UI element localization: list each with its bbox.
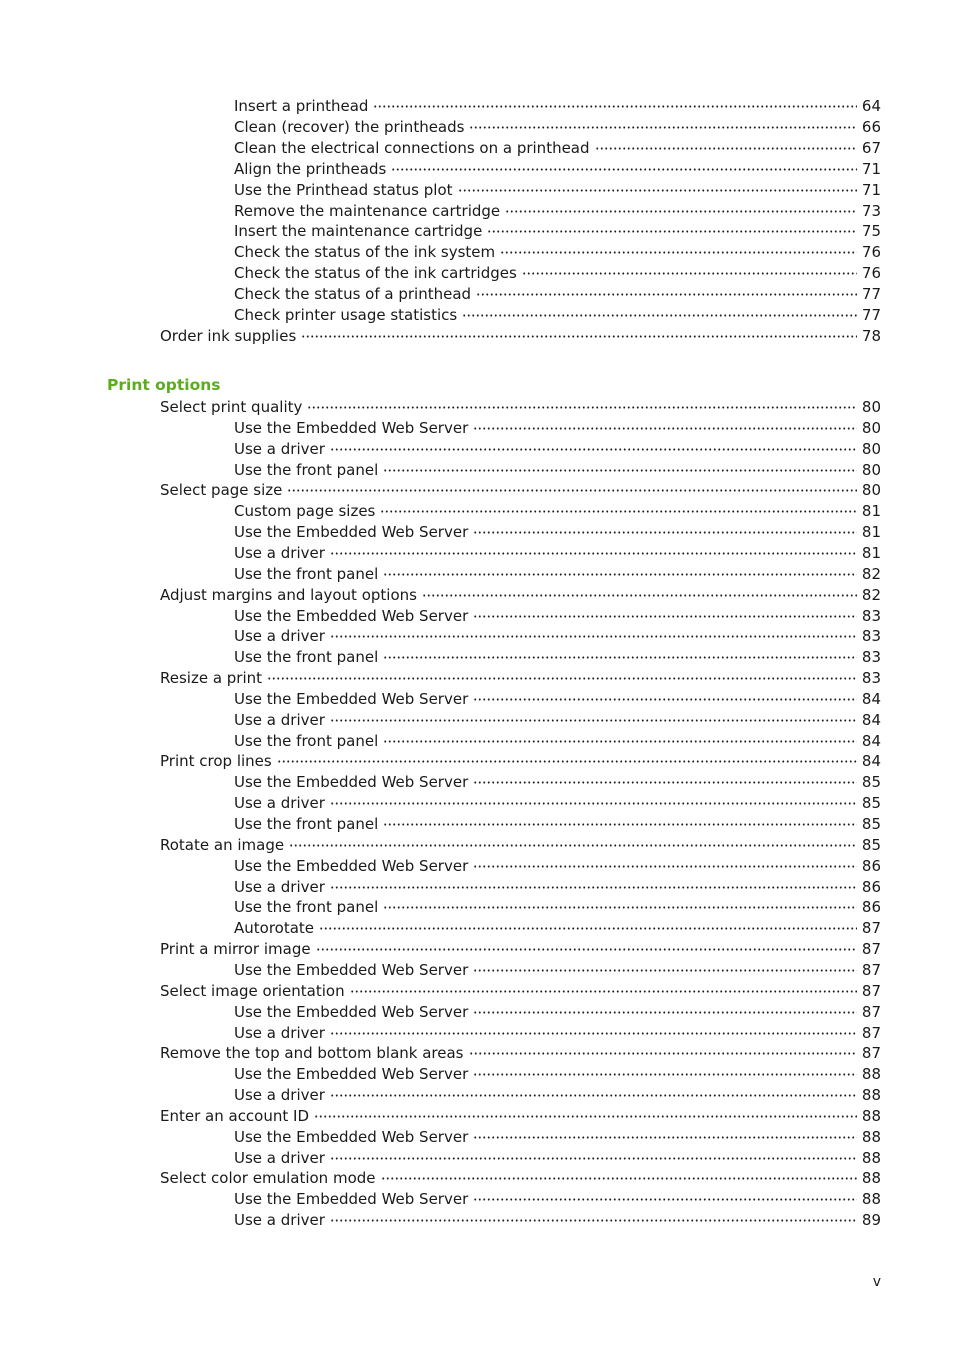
toc-entry-title: Use the Embedded Web Server	[234, 523, 469, 542]
toc-entry[interactable]	[234, 710, 881, 731]
section-heading-print-options: Print options	[107, 376, 221, 394]
toc-entry-page: 85	[861, 835, 881, 854]
toc-entry[interactable]	[234, 96, 881, 117]
dot-leader	[473, 1073, 857, 1076]
toc-entry[interactable]	[234, 814, 881, 835]
dot-leader	[505, 210, 857, 213]
toc-entry-title: Autorotate	[234, 919, 315, 938]
toc-entry-title: Use a driver	[234, 1086, 325, 1105]
dot-leader	[330, 1157, 857, 1160]
toc-entry-title: Clean (recover) the printheads	[234, 117, 465, 136]
toc-entry-page: 77	[861, 285, 881, 304]
toc-entry-page: 84	[861, 752, 881, 771]
toc-entry-title: Adjust margins and layout options	[160, 585, 417, 604]
toc-entry-title: Use the front panel	[234, 731, 379, 750]
toc-entry[interactable]	[234, 689, 881, 710]
dot-leader	[473, 698, 857, 701]
toc-entry-title: Print a mirror image	[160, 940, 311, 959]
toc-entry-title: Use a driver	[234, 627, 325, 646]
toc-entry[interactable]	[234, 242, 881, 263]
toc-entry[interactable]	[234, 1023, 881, 1044]
toc-entry-page: 73	[861, 201, 881, 220]
toc-entry-title: Select image orientation	[160, 981, 345, 1000]
toc-entry-page: 86	[861, 856, 881, 875]
toc-entry[interactable]	[234, 543, 881, 564]
dot-leader	[473, 969, 857, 972]
toc-entry-page: 84	[861, 710, 881, 729]
dot-leader	[301, 335, 857, 338]
toc-entry-page: 88	[861, 1148, 881, 1167]
dot-leader	[381, 1177, 857, 1180]
toc-entry[interactable]	[234, 877, 881, 898]
toc-entry-page: 83	[861, 627, 881, 646]
toc-entry-page: 83	[861, 648, 881, 667]
toc-entry-title: Check printer usage statistics	[234, 306, 458, 324]
toc-entry[interactable]	[234, 772, 881, 793]
dot-leader	[314, 1115, 857, 1118]
toc-entry-title: Use a driver	[234, 1211, 325, 1230]
dot-leader	[330, 886, 857, 889]
toc-entry-page: 66	[861, 117, 881, 136]
dot-leader	[289, 844, 857, 847]
toc-entry-title: Use the Embedded Web Server	[234, 689, 469, 708]
toc-entry[interactable]	[234, 1127, 881, 1148]
dot-leader	[330, 1032, 857, 1035]
toc-entry-page: 80	[861, 460, 881, 479]
dot-leader	[383, 823, 857, 826]
toc-entry[interactable]	[160, 326, 881, 347]
toc-entry[interactable]	[234, 305, 881, 326]
dot-leader	[383, 740, 857, 743]
dot-leader	[267, 677, 857, 680]
toc-entry[interactable]	[160, 939, 881, 960]
toc-entry-page: 71	[861, 159, 881, 178]
toc-entry[interactable]	[234, 201, 881, 222]
dot-leader	[383, 469, 857, 472]
toc-entry-title: Rotate an image	[160, 835, 285, 854]
toc-entry-title: Insert the maintenance cartridge	[234, 222, 483, 241]
toc-entry-title: Use the Embedded Web Server	[234, 1190, 469, 1209]
toc-entry-page: 84	[861, 689, 881, 708]
dot-leader	[469, 126, 856, 129]
toc-entry-page: 87	[861, 1002, 881, 1021]
toc-entry-page: 89	[861, 1211, 881, 1230]
toc-entry[interactable]	[234, 1064, 881, 1085]
toc-entry[interactable]	[234, 856, 881, 877]
dot-leader	[595, 147, 857, 150]
dot-leader	[422, 594, 857, 597]
toc-entry-page: 82	[861, 564, 881, 583]
toc-entry[interactable]	[234, 1148, 881, 1169]
toc-entry[interactable]	[234, 960, 881, 981]
dot-leader	[330, 635, 857, 638]
toc-entry[interactable]	[234, 1002, 881, 1023]
dot-leader	[473, 427, 857, 430]
toc-entry-page: 87	[861, 960, 881, 979]
dot-leader	[383, 906, 857, 909]
dot-leader	[350, 990, 857, 993]
toc-entry[interactable]	[160, 397, 881, 418]
toc-entry[interactable]	[234, 501, 881, 522]
toc-entry-title: Use the Embedded Web Server	[234, 773, 469, 792]
toc-entry-page: 86	[861, 877, 881, 896]
dot-leader	[319, 927, 857, 930]
toc-entry-page: 75	[861, 222, 881, 241]
toc-entry[interactable]	[234, 897, 881, 918]
toc-entry-page: 78	[861, 326, 881, 345]
toc-entry[interactable]	[234, 263, 881, 284]
toc-entry-page: 88	[861, 1065, 881, 1084]
toc-entry[interactable]	[160, 1168, 881, 1189]
dot-leader	[330, 1219, 857, 1222]
toc-entry-page: 67	[861, 138, 881, 157]
dot-leader	[383, 573, 857, 576]
toc-entry[interactable]	[234, 159, 881, 180]
toc-entry-page: 82	[861, 585, 881, 604]
dot-leader	[522, 272, 857, 275]
toc-entry[interactable]	[160, 585, 881, 606]
toc-entry[interactable]	[160, 480, 881, 501]
toc-entry-title: Use the front panel	[234, 648, 379, 667]
dot-leader	[476, 293, 857, 296]
toc-entry[interactable]	[234, 284, 881, 305]
toc-entry[interactable]	[234, 117, 881, 138]
toc-entry-title: Use the Embedded Web Server	[234, 418, 469, 437]
dot-leader	[330, 719, 857, 722]
toc-entry-page: 88	[861, 1190, 881, 1209]
dot-leader	[458, 189, 857, 192]
toc-entry[interactable]	[234, 793, 881, 814]
toc-entry-title: Use a driver	[234, 543, 325, 562]
toc-entry-title: Use a driver	[234, 794, 325, 813]
toc-entry-title: Use the Embedded Web Server	[234, 1065, 469, 1084]
toc-entry-page: 88	[861, 1127, 881, 1146]
toc-entry-page: 87	[861, 940, 881, 959]
toc-entry-page: 85	[861, 794, 881, 813]
toc-entry-page: 80	[861, 418, 881, 437]
toc-entry-page: 87	[861, 981, 881, 1000]
toc-entry-page: 85	[861, 815, 881, 833]
dot-leader	[473, 781, 857, 784]
dot-leader	[316, 948, 857, 951]
toc-entry-page: 81	[861, 502, 881, 521]
toc-entry-title: Resize a print	[160, 669, 263, 688]
toc-entry-page: 80	[861, 481, 881, 500]
dot-leader	[391, 168, 857, 171]
dot-leader	[473, 531, 857, 534]
toc-entry-title: Check the status of the ink cartridges	[234, 264, 517, 283]
toc-entry-title: Select color emulation mode	[160, 1169, 376, 1188]
toc-entry-title: Remove the maintenance cartridge	[234, 201, 501, 220]
toc-entry-title: Remove the top and bottom blank areas	[160, 1044, 464, 1063]
toc-entry-title: Use the Embedded Web Server	[234, 1127, 469, 1146]
toc-entry[interactable]	[234, 1189, 881, 1210]
toc-entry-page: 88	[861, 1106, 881, 1125]
toc-entry-page: 71	[861, 180, 881, 199]
toc-entry[interactable]	[234, 1085, 881, 1106]
toc-entry[interactable]	[234, 439, 881, 460]
dot-leader	[277, 760, 857, 763]
toc-entry-title: Print crop lines	[160, 752, 272, 771]
toc-entry[interactable]	[160, 1106, 881, 1127]
toc-entry-page: 76	[861, 264, 881, 283]
toc-entry[interactable]	[234, 918, 881, 939]
dot-leader	[330, 802, 857, 805]
dot-leader	[380, 510, 857, 513]
toc-entry-page: 80	[861, 439, 881, 458]
toc-entry-page: 81	[861, 523, 881, 542]
toc-entry-page: 86	[861, 898, 881, 917]
toc-entry-title: Order ink supplies	[160, 326, 297, 345]
toc-entry-title: Use the Embedded Web Server	[234, 606, 469, 625]
dot-leader	[373, 105, 856, 108]
toc-entry[interactable]	[234, 522, 881, 543]
toc-entry-title: Use a driver	[234, 710, 325, 729]
toc-entry[interactable]	[234, 418, 881, 439]
toc-entry-title: Use the Embedded Web Server	[234, 856, 469, 875]
dot-leader	[473, 1011, 857, 1014]
toc-entry[interactable]	[234, 606, 881, 627]
dot-leader	[473, 1198, 857, 1201]
toc-entry[interactable]	[234, 731, 881, 752]
toc-entry-title: Align the printheads	[234, 159, 387, 178]
dot-leader	[487, 230, 857, 233]
toc-entry-page: 84	[861, 731, 881, 750]
dot-leader	[307, 406, 857, 409]
toc-entry-page: 83	[861, 606, 881, 625]
toc-entry-title: Custom page sizes	[234, 502, 376, 521]
toc-entry[interactable]	[234, 1210, 881, 1231]
toc-entry-title: Clean the electrical connections on a printhead	[234, 138, 590, 157]
toc-entry-page: 88	[861, 1169, 881, 1188]
toc-entry[interactable]	[234, 564, 881, 585]
toc-entry-page: 64	[861, 97, 881, 115]
toc-entry-title: Use the front panel	[234, 815, 379, 833]
dot-leader	[287, 489, 857, 492]
dot-leader	[330, 552, 857, 555]
dot-leader	[330, 1094, 857, 1097]
toc-entry-page: 87	[861, 1023, 881, 1042]
toc-entry-page: 87	[861, 1044, 881, 1063]
toc-entry[interactable]	[234, 180, 881, 201]
toc-entry-title: Use the Embedded Web Server	[234, 1002, 469, 1021]
toc-entry-title: Use a driver	[234, 1023, 325, 1042]
toc-entry-title: Use the Printhead status plot	[234, 180, 453, 199]
dot-leader	[330, 448, 857, 451]
toc-entry[interactable]	[160, 1043, 881, 1064]
toc-entry[interactable]	[160, 668, 881, 689]
toc-entry-page: 76	[861, 243, 881, 262]
toc-entry-title: Use the Embedded Web Server	[234, 960, 469, 979]
dot-leader	[473, 615, 857, 618]
toc-entry-title: Insert a printhead	[234, 97, 369, 115]
dot-leader	[473, 1136, 857, 1139]
toc-entry-page: 88	[861, 1086, 881, 1105]
toc-entry-title: Check the status of the ink system	[234, 243, 496, 262]
toc-entry-title: Use a driver	[234, 439, 325, 458]
dot-leader	[469, 1052, 857, 1055]
toc-entry[interactable]	[234, 460, 881, 481]
dot-leader	[500, 251, 857, 254]
toc-entry[interactable]	[160, 981, 881, 1002]
toc-entry-title: Check the status of a printhead	[234, 285, 472, 304]
toc-entry[interactable]	[234, 626, 881, 647]
toc-entry-title: Use a driver	[234, 1148, 325, 1167]
toc-entry[interactable]	[234, 221, 881, 242]
toc-entry-title: Enter an account ID	[160, 1106, 309, 1125]
toc-entry-page: 80	[861, 398, 881, 416]
dot-leader	[473, 865, 857, 868]
toc-entry-page: 83	[861, 669, 881, 688]
page-number: v	[872, 1274, 881, 1290]
dot-leader	[462, 314, 857, 317]
toc-entry-page: 77	[861, 306, 881, 324]
toc-entry-title: Use the front panel	[234, 898, 379, 917]
dot-leader	[383, 656, 857, 659]
toc-entry-title: Use the front panel	[234, 460, 379, 479]
toc-entry[interactable]	[160, 835, 881, 856]
toc-entry[interactable]	[160, 751, 881, 772]
toc-entry[interactable]	[234, 138, 881, 159]
toc-entry[interactable]	[234, 647, 881, 668]
toc-entry-title: Use the front panel	[234, 564, 379, 583]
toc-entry-page: 87	[861, 919, 881, 938]
toc-entry-title: Select page size	[160, 481, 283, 500]
toc-entry-title: Use a driver	[234, 877, 325, 896]
toc-entry-page: 81	[861, 543, 881, 562]
toc-entry-page: 85	[861, 773, 881, 792]
toc-entry-title: Select print quality	[160, 398, 303, 416]
